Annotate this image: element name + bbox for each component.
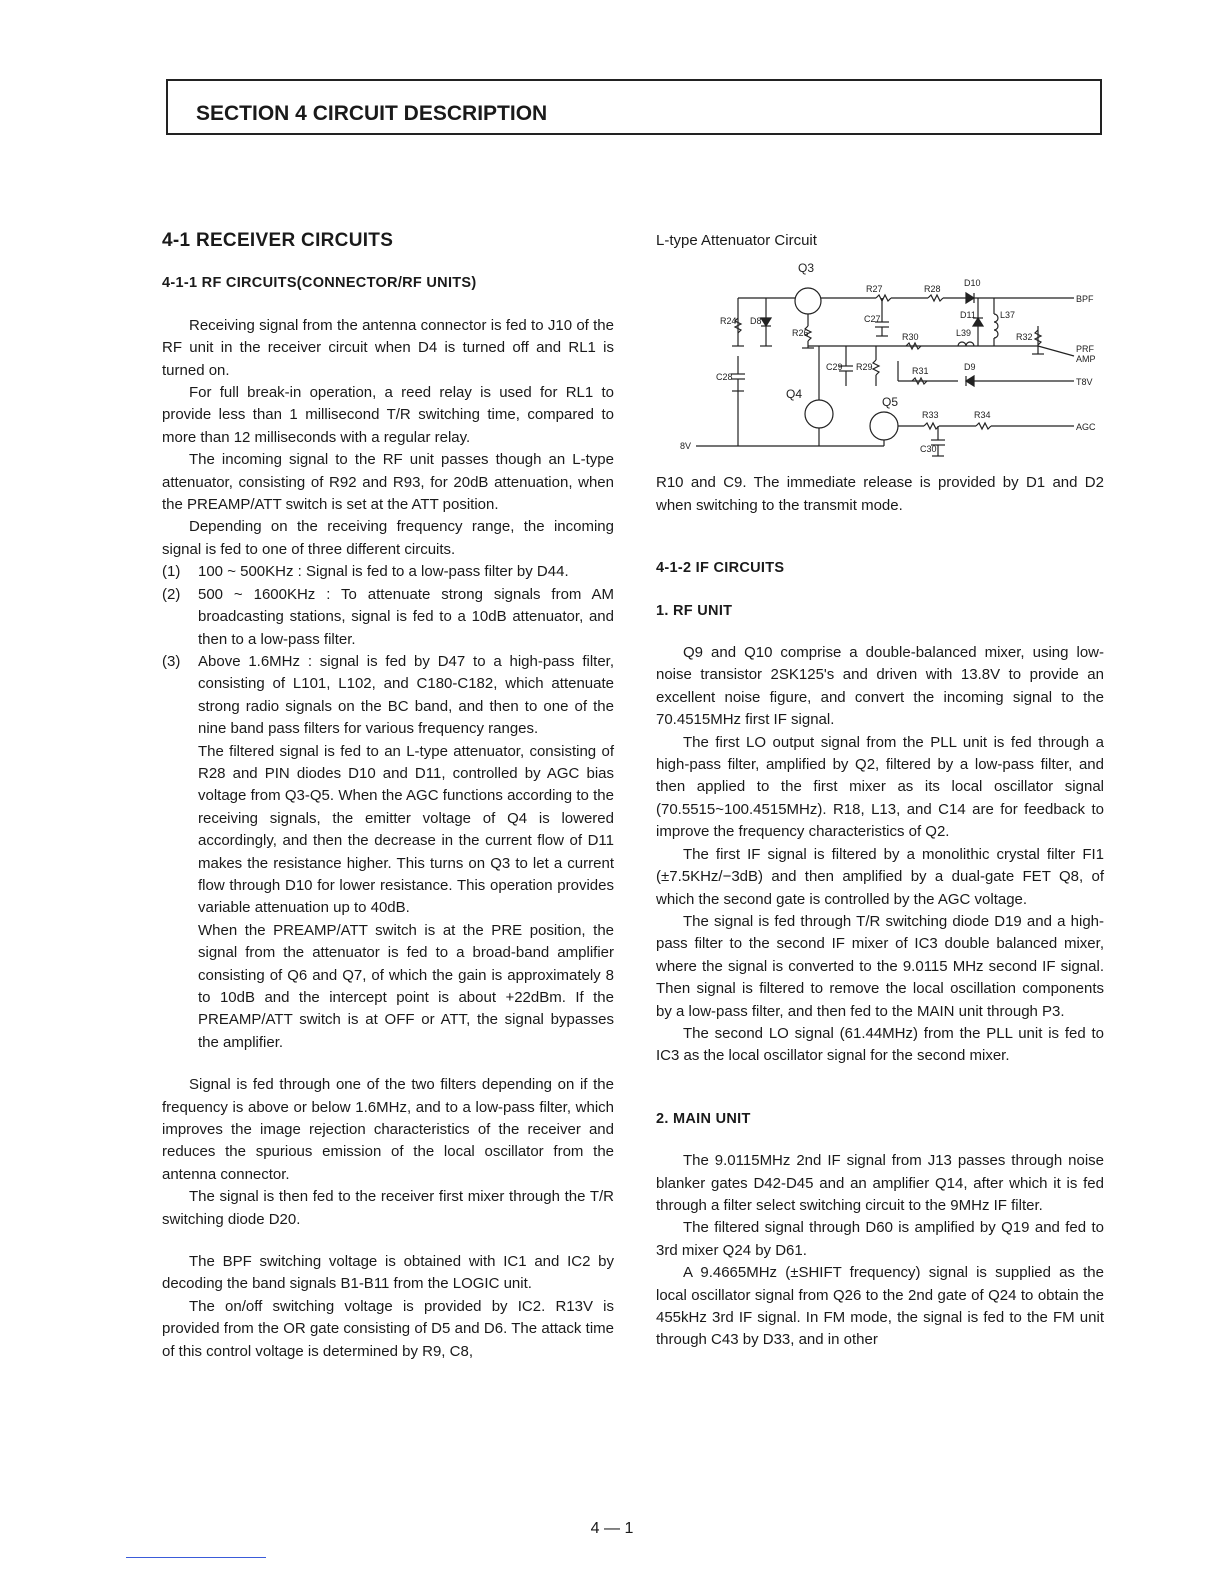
list-number: (3)	[162, 652, 181, 670]
q4-transistor	[805, 400, 833, 428]
label-amp: AMP	[1076, 354, 1096, 365]
heading-rf-unit: 1. RF UNIT	[656, 602, 733, 619]
attenuator-schematic	[676, 256, 1096, 466]
label-8v: 8V	[680, 441, 692, 452]
label-r32: R32	[1016, 332, 1033, 343]
label-r34: R34	[974, 410, 991, 421]
q5-transistor	[870, 412, 898, 440]
paragraph: The first LO output signal from the PLL unit is fed through a high-pass filter, amplified by Q2, filtered by a low-pass filter, and then applied to the first mixer as its local oscillator signal (70.5515~100.4515MHz). R18, L13, and C14 are for feedback to improve the frequency characteristics of Q2.	[656, 733, 1104, 841]
paragraph: Depending on the receiving frequency range, the incoming signal is fed to one of three different circuits.	[162, 518, 614, 558]
label-r24: R24	[720, 316, 737, 327]
paragraph: The 9.0115MHz 2nd IF signal from J13 passes through noise blanker gates D42-D45 and an amplifier Q14, after which it is fed through a filter select switching circuit to the 9MHz IF filter.	[656, 1152, 1104, 1214]
list-number: (1)	[162, 563, 181, 581]
label-r28: R28	[924, 284, 941, 295]
label-c29: C29	[826, 362, 843, 373]
paragraph: The second LO signal (61.44MHz) from the PLL unit is fed to IC3 as the local oscillator signal for the second mixer.	[656, 1024, 1104, 1065]
list-number: (2)	[162, 585, 181, 603]
paragraph: Q9 and Q10 comprise a double-balanced mixer, using low-noise transistor 2SK125's and driven with 13.8V to provide an excellent noise figure, and convert the incoming signal to the 70.4515MHz first IF signal.	[656, 644, 1104, 729]
paragraph: The BPF switching voltage is obtained with IC1 and IC2 by decoding the band signals B1-B11 from the LOGIC unit.	[162, 1253, 614, 1293]
label-r31: R31	[912, 366, 929, 377]
label-d8: D8	[750, 316, 762, 327]
paragraph: The filtered signal through D60 is amplified by Q19 and fed to 3rd mixer Q24 by D61.	[656, 1219, 1104, 1259]
heading-if-circuits: 4-1-2 IF CIRCUITS	[656, 560, 785, 577]
paragraph: For full break-in operation, a reed relay is used for RL1 to provide less than 1 millisecond T/R switching time, compared to more than 12 milliseconds with a regular relay.	[162, 384, 614, 446]
page-number: 4 — 1	[590, 1520, 634, 1537]
paragraph: The signal is fed through T/R switching diode D19 and a high-pass filter to the second IF mixer of IC3 double balanced mixer, where the signal is converted to the 9.0115 MHz second IF signal. Then signal is filtered to remove the local oscillation components by a low-pass filter, and then fed to the MAIN unit through P3.	[656, 912, 1104, 1020]
right-column	[656, 230, 1104, 1352]
paragraph: Signal is fed through one of the two filters depending on if the frequency is above or below 1.6MHz, and to a low-pass filter, which improves the image rejection characteristics of the receiver and reduces the spurious emission of the local oscillator from the antenna connector.	[162, 1076, 614, 1183]
list-text: Above 1.6MHz : signal is fed by D47 to a high-pass filter, consisting of L101, L102, and C180-C182, which attenuate strong radio signals on the BC band, and then to one of the nine band pass filters for various frequency ranges.	[198, 652, 614, 738]
section-title: SECTION 4 CIRCUIT DESCRIPTION	[196, 102, 548, 125]
paragraph: The signal is then fed to the receiver first mixer through the T/R switching diode D20.	[162, 1188, 614, 1228]
label-prf: PRF	[1076, 344, 1094, 355]
label-c27: C27	[864, 314, 881, 325]
section-header	[166, 79, 1102, 135]
label-q4: Q4	[786, 387, 803, 402]
label-d9: D9	[964, 362, 976, 373]
footer-rule	[126, 1557, 266, 1558]
diagram-caption: L-type Attenuator Circuit	[656, 232, 817, 249]
heading-rf-circuits: 4-1-1 RF CIRCUITS(CONNECTOR/RF UNITS)	[162, 275, 477, 292]
label-d10: D10	[964, 278, 981, 289]
label-t8v: T8V	[1076, 377, 1093, 388]
paragraph: The incoming signal to the RF unit passes though an L-type attenuator, consisting of R92 and R93, for 20dB attenuation, when the PREAMP/ATT switch is set at the ATT position.	[162, 451, 614, 514]
label-r30: R30	[902, 332, 919, 343]
paragraph: The first IF signal is filtered by a monolithic crystal filter FI1 (±7.5KHz/−3dB) and then amplified by a dual-gate FET Q8, of which the second gate is controlled by the AGC voltage.	[656, 845, 1104, 908]
label-c30: C30	[920, 444, 937, 455]
label-agc: AGC	[1076, 422, 1096, 433]
left-column	[162, 230, 614, 1363]
paragraph: The on/off switching voltage is provided by IC2. R13V is provided from the OR gate consisting of D5 and D6. The attack time of this control voltage is determined by R9, C8,	[162, 1297, 614, 1360]
q3-transistor	[795, 288, 821, 314]
paragraph: A 9.4665MHz (±SHIFT frequency) signal is supplied as the local oscillator signal from Q26 to the 2nd gate of Q24 to obtain the 455kHz 3rd IF signal. In FM mode, the signal is fed to the FM unit through C43 by D33, and in other	[656, 1264, 1104, 1349]
list-text: 100 ~ 500KHz : Signal is fed to a low-pass filter by D44.	[198, 563, 569, 581]
list-item	[162, 651, 614, 741]
heading-main-unit: 2. MAIN UNIT	[656, 1110, 751, 1127]
label-r33: R33	[922, 410, 939, 421]
label-q5: Q5	[882, 395, 899, 410]
label-r29: R29	[856, 362, 873, 373]
label-r26: R26	[792, 328, 809, 339]
list-item	[162, 561, 614, 583]
paragraph: Receiving signal from the antenna connector is fed to J10 of the RF unit in the receiver circuit when D4 is turned off and RL1 is turned on.	[162, 316, 614, 379]
paragraph: R10 and C9. The immediate release is provided by D1 and D2 when switching to the transmit mode.	[656, 474, 1104, 514]
list-text: 500 ~ 1600KHz : To attenuate strong signals from AM broadcasting stations, signal is fed to a 10dB attenuator, and then to a low-pass filter.	[198, 585, 614, 648]
label-d11: D11	[960, 310, 976, 321]
paragraph: The filtered signal is fed to an L-type attenuator, consisting of R28 and PIN diodes D10 and D11, controlled by AGC bias voltage from Q3-Q5. When the AGC functions according to the receiving signals, the emitter voltage of Q4 is lowered accordingly, and then the decrease in the current flow of D11 makes the resistance higher. This turns on Q3 to let a current flow through D10 for lower resistance. This operation provides variable attenuation up to 40dB.	[198, 742, 614, 917]
label-c28: C28	[716, 372, 733, 383]
label-q3: Q3	[798, 261, 815, 276]
paragraph: When the PREAMP/ATT switch is at the PRE position, the signal from the attenuator is fed to a broad-band amplifier consisting of Q6 and Q7, of which the gain is approximately 8 to 10dB and the intercept point is about +22dBm. If the PREAMP/ATT switch is at OFF or ATT, the signal bypasses the amplifier.	[198, 921, 614, 1051]
label-r27: R27	[866, 284, 883, 295]
label-bpf: BPF	[1076, 294, 1094, 305]
label-l37: L37	[1000, 310, 1016, 321]
heading-receiver-circuits: 4-1 RECEIVER CIRCUITS	[162, 230, 394, 251]
list-item	[162, 584, 614, 651]
label-l39: L39	[956, 328, 972, 339]
